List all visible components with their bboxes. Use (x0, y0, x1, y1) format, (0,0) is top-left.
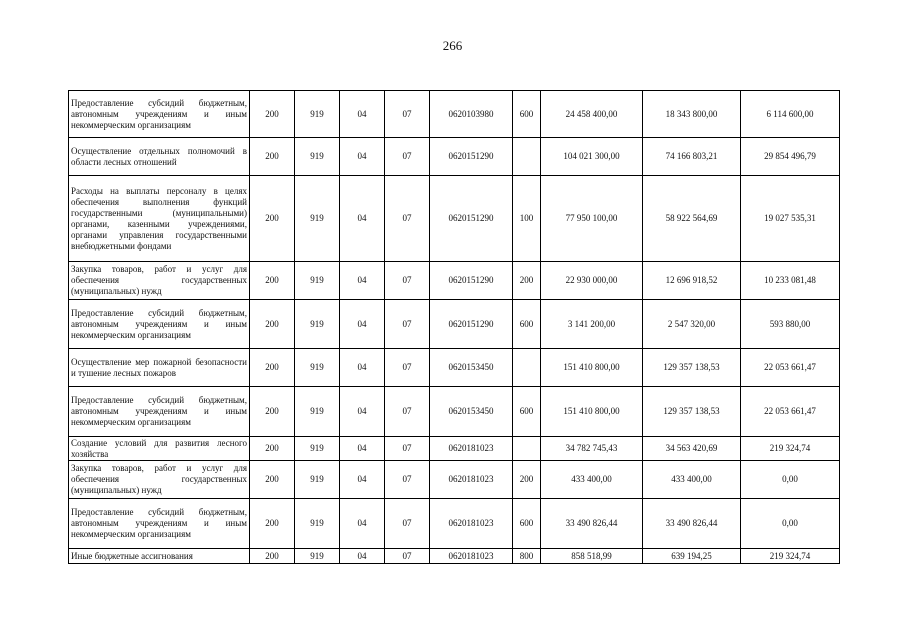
section-cell: 200 (250, 549, 295, 564)
target-code-cell: 0620181023 (430, 499, 513, 549)
row-name-cell: Создание условий для развития лесного хозяйства (69, 437, 250, 461)
target-code-cell: 0620151290 (430, 176, 513, 262)
ministry-cell: 919 (295, 300, 340, 349)
ministry-cell: 919 (295, 549, 340, 564)
row-name-cell: Осуществление мер пожарной безопасности и тушение лесных пожаров (69, 349, 250, 387)
table-row (69, 461, 840, 499)
remaining-amount-cell: 29 854 496,79 (741, 138, 840, 176)
section-cell: 200 (250, 138, 295, 176)
expense-type-cell: 800 (513, 549, 541, 564)
table-row (69, 437, 840, 461)
ministry-cell: 919 (295, 387, 340, 437)
subdivision-cell: 07 (385, 300, 430, 349)
executed-amount-cell: 12 696 918,52 (643, 262, 741, 300)
division-cell: 04 (340, 461, 385, 499)
row-name-cell: Иные бюджетные ассигнования (69, 549, 250, 564)
row-name-cell: Предоставление субсидий бюджетным, автономным учреждениям и иным некоммерческим организациям (69, 499, 250, 549)
planned-amount-cell: 151 410 800,00 (541, 387, 643, 437)
ministry-cell: 919 (295, 91, 340, 138)
budget-table (68, 90, 840, 564)
division-cell: 04 (340, 176, 385, 262)
planned-amount-cell: 22 930 000,00 (541, 262, 643, 300)
division-cell: 04 (340, 262, 385, 300)
planned-amount-cell: 104 021 300,00 (541, 138, 643, 176)
division-cell: 04 (340, 499, 385, 549)
section-cell: 200 (250, 349, 295, 387)
subdivision-cell: 07 (385, 262, 430, 300)
target-code-cell: 0620153450 (430, 387, 513, 437)
planned-amount-cell: 433 400,00 (541, 461, 643, 499)
division-cell: 04 (340, 91, 385, 138)
expense-type-cell: 100 (513, 176, 541, 262)
target-code-cell: 0620181023 (430, 549, 513, 564)
executed-amount-cell: 129 357 138,53 (643, 349, 741, 387)
expense-type-cell (513, 138, 541, 176)
subdivision-cell: 07 (385, 387, 430, 437)
table-row (69, 91, 840, 138)
row-name-cell: Закупка товаров, работ и услуг для обеспечения государственных (муниципальных) нужд (69, 262, 250, 300)
row-name-cell: Предоставление субсидий бюджетным, автономным учреждениям и иным некоммерческим организациям (69, 91, 250, 138)
division-cell: 04 (340, 300, 385, 349)
page-number: 266 (442, 38, 463, 53)
expense-type-cell: 600 (513, 300, 541, 349)
division-cell: 04 (340, 437, 385, 461)
executed-amount-cell: 18 343 800,00 (643, 91, 741, 138)
row-name-cell: Предоставление субсидий бюджетным, автономным учреждениям и иным некоммерческим организациям (69, 300, 250, 349)
subdivision-cell: 07 (385, 138, 430, 176)
remaining-amount-cell: 19 027 535,31 (741, 176, 840, 262)
executed-amount-cell: 2 547 320,00 (643, 300, 741, 349)
table-body (69, 91, 840, 564)
division-cell: 04 (340, 549, 385, 564)
section-cell: 200 (250, 176, 295, 262)
section-cell: 200 (250, 461, 295, 499)
division-cell: 04 (340, 387, 385, 437)
target-code-cell: 0620151290 (430, 300, 513, 349)
section-cell: 200 (250, 437, 295, 461)
table-row (69, 387, 840, 437)
ministry-cell: 919 (295, 499, 340, 549)
section-cell: 200 (250, 387, 295, 437)
executed-amount-cell: 74 166 803,21 (643, 138, 741, 176)
ministry-cell: 919 (295, 349, 340, 387)
remaining-amount-cell: 0,00 (741, 461, 840, 499)
table-row (69, 499, 840, 549)
planned-amount-cell: 151 410 800,00 (541, 349, 643, 387)
expense-type-cell (513, 349, 541, 387)
executed-amount-cell: 639 194,25 (643, 549, 741, 564)
table-row (69, 549, 840, 564)
executed-amount-cell: 58 922 564,69 (643, 176, 741, 262)
table-row (69, 176, 840, 262)
subdivision-cell: 07 (385, 349, 430, 387)
target-code-cell: 0620181023 (430, 437, 513, 461)
row-name-cell: Закупка товаров, работ и услуг для обеспечения государственных (муниципальных) нужд (69, 461, 250, 499)
planned-amount-cell: 24 458 400,00 (541, 91, 643, 138)
division-cell: 04 (340, 349, 385, 387)
subdivision-cell: 07 (385, 499, 430, 549)
remaining-amount-cell: 593 880,00 (741, 300, 840, 349)
ministry-cell: 919 (295, 138, 340, 176)
subdivision-cell: 07 (385, 461, 430, 499)
target-code-cell: 0620151290 (430, 138, 513, 176)
remaining-amount-cell: 219 324,74 (741, 437, 840, 461)
target-code-cell: 0620103980 (430, 91, 513, 138)
section-cell: 200 (250, 499, 295, 549)
subdivision-cell: 07 (385, 437, 430, 461)
subdivision-cell: 07 (385, 91, 430, 138)
target-code-cell: 0620151290 (430, 262, 513, 300)
ministry-cell: 919 (295, 437, 340, 461)
expense-type-cell: 600 (513, 499, 541, 549)
remaining-amount-cell: 22 053 661,47 (741, 387, 840, 437)
row-name-cell: Расходы на выплаты персоналу в целях обеспечения выполнения функций государственными (муниципальными) органами, казенными учреждениями, органами управления государственными внебюджетными фондами (69, 176, 250, 262)
table-row (69, 138, 840, 176)
planned-amount-cell: 3 141 200,00 (541, 300, 643, 349)
expense-type-cell: 200 (513, 262, 541, 300)
expense-type-cell: 600 (513, 387, 541, 437)
remaining-amount-cell: 22 053 661,47 (741, 349, 840, 387)
remaining-amount-cell: 0,00 (741, 499, 840, 549)
table-row (69, 262, 840, 300)
planned-amount-cell: 34 782 745,43 (541, 437, 643, 461)
executed-amount-cell: 433 400,00 (643, 461, 741, 499)
expense-type-cell: 200 (513, 461, 541, 499)
remaining-amount-cell: 219 324,74 (741, 549, 840, 564)
section-cell: 200 (250, 91, 295, 138)
ministry-cell: 919 (295, 262, 340, 300)
section-cell: 200 (250, 300, 295, 349)
row-name-cell: Предоставление субсидий бюджетным, автономным учреждениям и иным некоммерческим организациям (69, 387, 250, 437)
target-code-cell: 0620181023 (430, 461, 513, 499)
planned-amount-cell: 77 950 100,00 (541, 176, 643, 262)
ministry-cell: 919 (295, 461, 340, 499)
subdivision-cell: 07 (385, 176, 430, 262)
row-name-cell: Осуществление отдельных полномочий в области лесных отношений (69, 138, 250, 176)
table-row (69, 349, 840, 387)
planned-amount-cell: 33 490 826,44 (541, 499, 643, 549)
expense-type-cell: 600 (513, 91, 541, 138)
planned-amount-cell: 858 518,99 (541, 549, 643, 564)
table-row (69, 300, 840, 349)
target-code-cell: 0620153450 (430, 349, 513, 387)
section-cell: 200 (250, 262, 295, 300)
division-cell: 04 (340, 138, 385, 176)
subdivision-cell: 07 (385, 549, 430, 564)
remaining-amount-cell: 10 233 081,48 (741, 262, 840, 300)
executed-amount-cell: 33 490 826,44 (643, 499, 741, 549)
executed-amount-cell: 129 357 138,53 (643, 387, 741, 437)
executed-amount-cell: 34 563 420,69 (643, 437, 741, 461)
ministry-cell: 919 (295, 176, 340, 262)
expense-type-cell (513, 437, 541, 461)
remaining-amount-cell: 6 114 600,00 (741, 91, 840, 138)
